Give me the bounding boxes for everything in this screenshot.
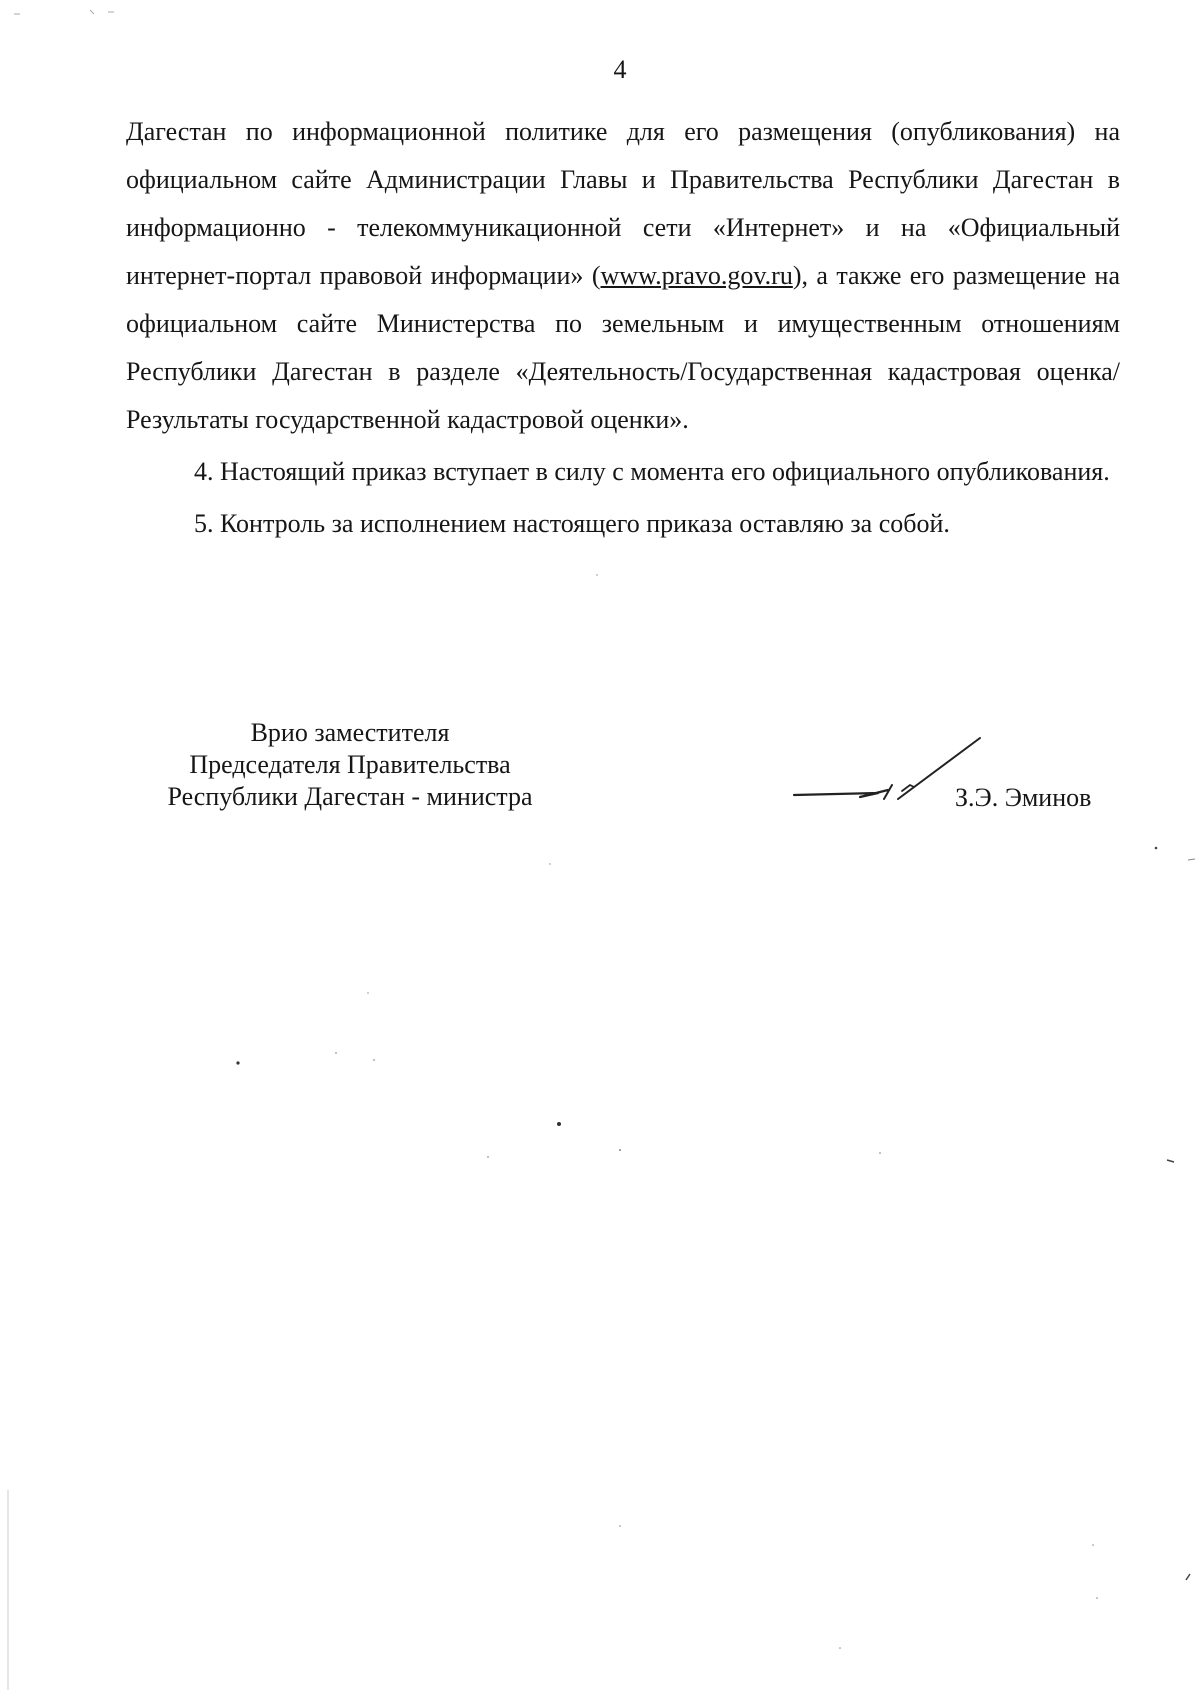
paragraph-text: Дагестан по информационной политике для его размещения (опубликования) на официальном сайте Администрации Главы и Правительства Республики Дагестан в информационно - телекоммуникационной сети «Интернет» и на «Официальный интернет-портал правовой информации» ( bbox=[126, 117, 1120, 290]
document-body bbox=[126, 108, 1120, 548]
page-number: 4 bbox=[613, 55, 627, 84]
paragraph-4: 4. Настоящий приказ вступает в силу с момента его официального опубликования. bbox=[194, 457, 1110, 486]
pravo-link[interactable]: www.pravo.gov.ru bbox=[600, 261, 793, 290]
paragraph-5: 5. Контроль за исполнением настоящего приказа оставляю за собой. bbox=[194, 509, 950, 538]
paragraph-text-end: ), а также его размещение на официальном сайте Министерства по земельным и имущественным отношениям Республики Дагестан в разделе «Деятельность/Государственная кадастровая оценка/Результаты государственной кадастровой оценки». bbox=[126, 261, 1120, 434]
position-line: Председателя Правительства bbox=[189, 750, 511, 779]
position-line: Врио заместителя bbox=[250, 718, 450, 747]
paragraph-continuation bbox=[126, 108, 1120, 444]
signatory-position bbox=[140, 717, 560, 813]
signer-name: З.Э. Эминов bbox=[955, 783, 1092, 812]
position-line: Республики Дагестан - министра bbox=[167, 782, 533, 811]
